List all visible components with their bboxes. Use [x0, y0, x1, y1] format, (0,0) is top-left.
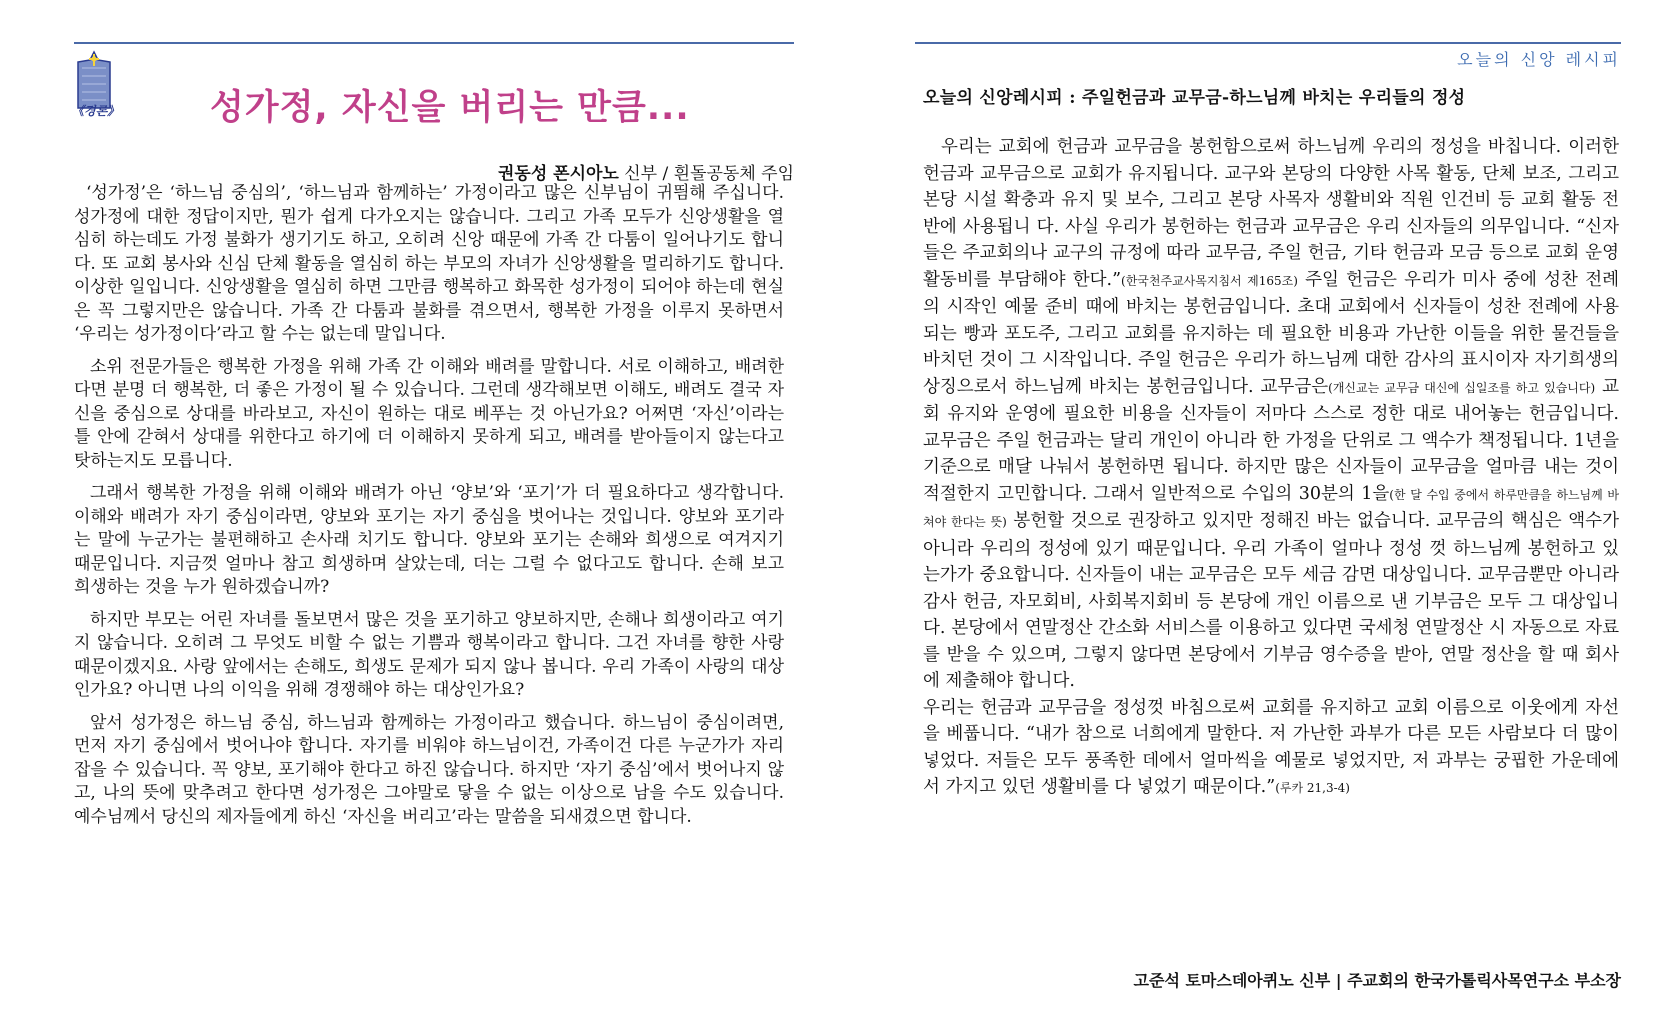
author-byline	[498, 159, 794, 184]
section-title: 오늘의 신앙레시피 : 주일헌금과 교무금-하느님께 바치는 우리들의 정성	[923, 88, 1466, 108]
article-title: 성가정, 자신을 버리는 만큼...	[210, 88, 690, 128]
note: (한 달 수입 중에서 하루만큼을 하느님께 바쳐야 한다는 뜻)	[923, 487, 1620, 529]
author-role: 신부 / 흰돌공동체 주임	[618, 164, 794, 184]
citation: (한국천주교사목지침서 제165조)	[1121, 273, 1298, 288]
paragraph	[923, 134, 1619, 695]
paragraph: 앞서 성가정은 하느님 중심, 하느님과 함께하는 가정이라고 했습니다. 하느님이 중심이려면, 먼저 자기 중심에서 벗어나야 합니다. 자기를 비워야 하느님이건, 가족이건 다른 누군가가 자리잡을 수 있습니다. 꼭 양보, 포기해야 한다고 하진 않습니다. 하지만 ‘자기 중심’에서 벗어나지 않고, 나의 뜻에 맞추려고 한다면 성가정은 그야말로 닿을 수 없는 이상으로 남을 수도 있습니다. 예수님께서 당신의 제자들에게 하신 ‘자신을 버리고’라는 말씀을 되새겼으면 합니다.	[74, 712, 784, 827]
text-run: 주일 헌금은 우리가 미사 중에 성찬 전례의 시작인 예물 준비 때에 바치는 봉헌금입니다. 초대 교회에서 신자들이 성찬 전례에 사용되는 빵과 포도주, 그리고 교회를 유지하는 데 필요한 비용과 가난한 이들을 위한 물건들을 바치던 것이 그 시작입니다. 주일 헌금은 우리가 하느님께 대한 감사의 표시이자 자기희생의 상징으로서 하느님께 바치는 봉헌금입니다. 교무금은	[923, 269, 1620, 397]
paragraph: 소위 전문가들은 행복한 가정을 위해 가족 간 이해와 배려를 말합니다. 서로 이해하고, 배려한다면 분명 더 행복한, 더 좋은 가정이 될 수 있습니다. 그런데 생각해보면 이해도, 배려도 결국 자신을 중심으로 상대를 바라보고, 자신이 원하는 대로 베푸는 것 아닌가요? 어쩌면 ‘자신’이라는 틀 안에 갇혀서 상대를 위한다고 하기에 더 이해하지 못하게 되고, 배려를 받아들이지 않는다고 탓하는지도 모릅니다.	[74, 356, 784, 471]
right-column	[915, 0, 1621, 1020]
note: (개신교는 교무금 대신에 십일조를 하고 있습니다)	[1328, 380, 1596, 395]
text-run: 우리는 교회에 헌금과 교무금을 봉헌함으로써 하느님께 우리의 정성을 바칩니다. 이러한 헌금과 교무금으로 교회가 유지됩니다. 교구와 본당의 다양한 사목 활동, 단체 보조, 그리고 본당 시설 확충과 유지 및 보수, 그리고 본당 사목자 생활비와 직원 인건비 등 교회 활동 전반에 사용됩니 다. 사실 우리가 봉헌하는 헌금과 교무금은 우리 신자들의 의무입니다. “신자들은 주교회의나 교구의 규정에 따라 교무금, 주일 헌금, 기타 헌금과 모금 등으로 교회 운영활동비를 부담해야 한다.”	[923, 137, 1619, 290]
author-name: 권동성 폰시아노	[497, 164, 619, 184]
text-run: 우리는 헌금과 교무금을 정성껏 바침으로써 교회를 유지하고 교회 이름으로 이웃에게 자선을 베풉니다. “내가 참으로 너희에게 말한다. 저 가난한 과부가 다른 모든 사람보다 더 많이 넣었다. 저들은 모두 풍족한 데에서 얼마씩을 예물로 넣었지만, 저 과부는 궁핍한 가운데에서 가지고 있던 생활비를 다 넣었기 때문이다.”	[923, 697, 1619, 797]
logo-label: 《경론》	[72, 104, 120, 118]
paragraph: 하지만 부모는 어린 자녀를 돌보면서 많은 것을 포기하고 양보하지만, 손해나 희생이라고 여기지 않습니다. 오히려 그 무엇도 비할 수 없는 기쁨과 행복이라고 합니다. 그건 자녀를 향한 사랑 때문이겠지요. 사랑 앞에서는 손해도, 희생도 문제가 되지 않나 봅니다. 우리 가족이 사랑의 대상인가요? 아니면 나의 이익을 위해 경쟁해야 하는 대상인가요?	[74, 609, 784, 700]
recipe-body	[923, 134, 1619, 802]
paragraph	[923, 695, 1619, 802]
citation: (루카 21,3-4)	[1275, 781, 1350, 795]
section-label: 오늘의 신앙 레시피	[1457, 50, 1621, 69]
top-rule-left	[74, 42, 794, 44]
paragraph: 그래서 행복한 가정을 위해 이해와 배려가 아닌 ‘양보’와 ‘포기’가 더 필요하다고 생각합니다. 이해와 배려가 자기 중심이라면, 양보와 포기는 자기 중심을 벗어나는 것입니다. 양보와 포기라는 말에 누군가는 불편해하고 손사래 치기도 합니다. 양보와 포기는 손해와 희생으로 여겨지기 때문입니다. 지금껏 얼마나 참고 희생하며 살았는데, 더는 그럴 수 없다고도 합니다. 손해 보고 희생하는 것을 누가 원하겠습니까?	[74, 483, 784, 597]
paragraph: ‘성가정’은 ‘하느님 중심의’, ‘하느님과 함께하는’ 가정이라고 많은 신부님이 귀띔해 주십니다. 성가정에 대한 정답이지만, 뭔가 쉽게 다가오지는 않습니다. 그리고 가족 모두가 신앙생활을 열심히 하는데도 가정 불화가 생기기도 하고, 오히려 신앙 때문에 가족 간 다툼이 일어나기도 합니다. 또 교회 봉사와 신심 단체 활동을 열심히 하는 부모의 자녀가 신앙생활을 멀리하기도 합니다. 이상한 일입니다. 신앙생활을 열심히 하면 그만큼 행복하고 화목한 성가정이 되어야 하는데 현실은 꼭 그렇지만은 않습니다. 가족 간 다툼과 불화를 겪으면서, 행복한 가정을 이루지 못하면서 ‘우리는 성가정이다’라고 할 수는 없는데 말입니다.	[74, 183, 784, 344]
article-body	[74, 182, 784, 838]
top-rule-right	[915, 42, 1621, 44]
text-run: 봉헌할 것으로 권장하고 있지만 정해진 바는 없습니다. 교무금의 핵심은 액수가 아니라 우리의 정성에 있기 때문입니다. 우리 가족이 얼마나 정성 껏 하느님께 봉헌하고 있는가가 중요합니다. 신자들이 내는 교무금은 모두 세금 감면 대상입니다. 교무금뿐만 아니라 감사 헌금, 자모회비, 사회복지회비 등 본당에 개인 이름으로 낸 기부금은 모두 그 대상입니다. 본당에서 연말정산 간소화 서비스를 이용하고 있다면 국세청 연말정산 시 자동으로 자료를 받을 수 있으며, 그렇지 않다면 본당에서 기부금 영수증을 받아, 연말 정산을 할 때 회사에 제출해야 합니다.	[923, 511, 1619, 691]
left-column	[74, 0, 794, 1020]
text-run: 교회 유지와 운영에 필요한 비용을 신자들이 저마다 스스로 정한 대로 내어놓는 헌금입니다. 교무금은 주일 헌금과는 달리 개인이 아니라 한 가정을 단위로 그 액수가 책정됩니다. 1년을 기준으로 매달 나눠서 봉헌하면 됩니다. 하지만 많은 신자들이 교무금을 얼마큼 내는 것이 적절한지 고민합니다. 그래서 일반적으로 수입의 30분의 1을	[923, 376, 1620, 504]
author-signature: 고준석 토마스데아퀴노 신부 | 주교회의 한국가톨릭사목연구소 부소장	[1133, 971, 1621, 990]
